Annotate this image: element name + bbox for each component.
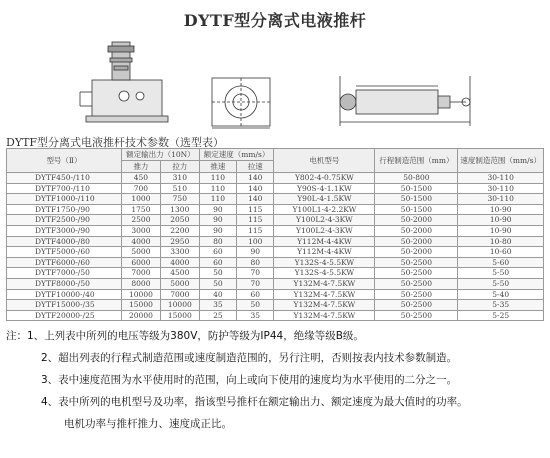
table-cell-pull: 4000 (160, 257, 199, 268)
table-cell-extend: 50 (199, 268, 236, 279)
table-cell-speed: 10-90 (458, 215, 544, 226)
table-cell-retract: 115 (237, 204, 274, 215)
table-cell-push: 3000 (122, 225, 161, 236)
table-cell-speed: 30-110 (458, 194, 544, 205)
table-cell-model: DYTF10000-/40 (7, 289, 122, 300)
table-cell-speed: 5-50 (458, 278, 544, 289)
table-cell-model: DYTF6000-/60 (7, 257, 122, 268)
table-cell-retract: 100 (237, 236, 274, 247)
table-cell-stroke: 50-2500 (375, 300, 458, 311)
table-cell-model: DYTF700-/110 (7, 183, 122, 194)
table-cell-motor: Y132S-4-5.5KW (274, 257, 375, 268)
table-cell-retract: 140 (237, 194, 274, 205)
table-cell-speed: 10-90 (458, 204, 544, 215)
table-cell-stroke: 50-800 (375, 173, 458, 184)
col-retract-speed: 拉速 (237, 161, 274, 173)
table-cell-retract: 80 (237, 257, 274, 268)
table-cell-pull: 750 (160, 194, 199, 205)
table-cell-stroke: 50-2000 (375, 215, 458, 226)
table-cell-retract: 90 (237, 247, 274, 258)
col-pull-force: 拉力 (160, 161, 199, 173)
table-cell-stroke: 50-2000 (375, 236, 458, 247)
table-cell-motor: Y100L1-4-2.2KW (274, 204, 375, 215)
table-subtitle: DYTF型分离式电液推杆技术参数（选型表） (6, 136, 225, 149)
note-4: 4、表中所列的电机型号及功率，指该型号推杆在额定输出力、额定速度为最大值时的功率。 (41, 396, 468, 408)
table-cell-stroke: 50-2500 (375, 310, 458, 321)
col-force-group: 额定输出力（10N） (122, 149, 200, 161)
table-row (7, 268, 544, 279)
table-cell-speed: 5-35 (458, 300, 544, 311)
table-cell-motor: Y90S-4-1.1KW (274, 183, 375, 194)
table-cell-speed: 5-60 (458, 257, 544, 268)
table-cell-retract: 140 (237, 173, 274, 184)
table-cell-stroke: 50-2500 (375, 257, 458, 268)
table-cell-push: 2500 (122, 215, 161, 226)
table-cell-speed: 10-80 (458, 236, 544, 247)
table-row (7, 183, 544, 194)
table-row (7, 310, 544, 321)
col-model: 型号（Ⅱ） (7, 149, 122, 173)
table-cell-push: 1000 (122, 194, 161, 205)
note-1: 注：1、上列表中所列的电压等级为380V，防护等级为IP44，绝缘等级B级。 (6, 330, 364, 342)
table-cell-retract: 50 (237, 300, 274, 311)
table-cell-model: DYTF450-/110 (7, 173, 122, 184)
col-stroke: 行程制造范围（mm） (375, 149, 458, 173)
table-row (7, 215, 544, 226)
table-cell-retract: 115 (237, 215, 274, 226)
table-cell-motor: Y100L2-4-3KW (274, 215, 375, 226)
table-cell-retract: 60 (237, 289, 274, 300)
table-cell-push: 20000 (122, 310, 161, 321)
table-cell-motor: Y132M-4-7.5KW (274, 289, 375, 300)
table-cell-retract: 115 (237, 225, 274, 236)
col-push-force: 推力 (122, 161, 161, 173)
table-cell-extend: 50 (199, 278, 236, 289)
table-cell-push: 5000 (122, 247, 161, 258)
table-cell-extend: 40 (199, 289, 236, 300)
col-speed-group: 额定速度（mm/s） (199, 149, 274, 161)
table-cell-pull: 2950 (160, 236, 199, 247)
table-row (7, 247, 544, 258)
table-cell-model: DYTF1750-/90 (7, 204, 122, 215)
table-cell-speed: 5-40 (458, 289, 544, 300)
table-cell-retract: 70 (237, 278, 274, 289)
table-cell-extend: 110 (199, 183, 236, 194)
table-row (7, 278, 544, 289)
table-cell-pull: 5000 (160, 278, 199, 289)
table-cell-pull: 10000 (160, 300, 199, 311)
table-cell-speed: 30-110 (458, 173, 544, 184)
table-cell-motor: Y132M-4-7.5KW (274, 300, 375, 311)
table-cell-stroke: 50-1500 (375, 183, 458, 194)
table-cell-motor: Y132S-4-5.5KW (274, 268, 375, 279)
table-cell-push: 1750 (122, 204, 161, 215)
table-cell-pull: 510 (160, 183, 199, 194)
table-cell-stroke: 50-2000 (375, 247, 458, 258)
table-cell-extend: 110 (199, 173, 236, 184)
table-cell-model: DYTF2500-/90 (7, 215, 122, 226)
table-cell-model: DYTF1000-/110 (7, 194, 122, 205)
table-cell-motor: Y90L-4-1.5KW (274, 194, 375, 205)
table-cell-motor: Y132M-4-7.5KW (274, 278, 375, 289)
table-cell-pull: 2200 (160, 225, 199, 236)
flange-drawing (212, 78, 270, 128)
table-cell-model: DYTF3000-/90 (7, 225, 122, 236)
page-title: DYTF型分离式电液推杆 (183, 11, 367, 30)
table-cell-extend: 90 (199, 225, 236, 236)
table-cell-extend: 60 (199, 257, 236, 268)
note-5: 电机功率与推杆推力、速度成正比。 (64, 418, 232, 430)
table-cell-pull: 15000 (160, 310, 199, 321)
table-cell-extend: 25 (199, 310, 236, 321)
table-cell-motor: Y132M-4-7.5KW (274, 310, 375, 321)
table-row (7, 173, 544, 184)
col-motor: 电机型号 (274, 149, 375, 173)
table-cell-pull: 7000 (160, 289, 199, 300)
table-cell-push: 15000 (122, 300, 161, 311)
notes (6, 325, 546, 435)
note-2: 2、超出列表的行程式制造范围或速度制造范围的，另行注明，否则按表内技术参数制造。 (41, 352, 458, 364)
spec-table (6, 148, 544, 321)
cylinder-drawing (340, 76, 470, 126)
table-cell-motor: Y802-4-0.75KW (274, 173, 375, 184)
table-cell-model: DYTF8000-/50 (7, 278, 122, 289)
table-cell-retract: 70 (237, 268, 274, 279)
table-cell-pull: 2050 (160, 215, 199, 226)
table-row (7, 257, 544, 268)
table-row (7, 236, 544, 247)
table-cell-retract: 35 (237, 310, 274, 321)
table-row (7, 194, 544, 205)
table-cell-stroke: 50-1500 (375, 194, 458, 205)
table-row (7, 204, 544, 215)
table-cell-stroke: 50-2000 (375, 225, 458, 236)
table-cell-speed: 5-25 (458, 310, 544, 321)
table-cell-extend: 90 (199, 215, 236, 226)
table-row (7, 225, 544, 236)
table-cell-motor: Y112M-4-4KW (274, 247, 375, 258)
table-cell-model: DYTF15000-/35 (7, 300, 122, 311)
table-cell-motor: Y112M-4-4KW (274, 236, 375, 247)
col-speed-range: 速度制造范围（mm/s） (458, 149, 544, 173)
table-cell-retract: 140 (237, 183, 274, 194)
table-cell-model: DYTF5000-/60 (7, 247, 122, 258)
table-cell-model: DYTF4000-/80 (7, 236, 122, 247)
col-extend-speed: 推速 (199, 161, 236, 173)
table-cell-model: DYTF7000-/50 (7, 268, 122, 279)
table-cell-speed: 10-60 (458, 247, 544, 258)
table-cell-motor: Y100L2-4-3KW (274, 225, 375, 236)
technical-drawings (0, 36, 550, 132)
pump-station-drawing (80, 42, 168, 122)
table-cell-pull: 4500 (160, 268, 199, 279)
table-cell-pull: 1300 (160, 204, 199, 215)
table-cell-stroke: 50-2500 (375, 278, 458, 289)
table-cell-extend: 110 (199, 194, 236, 205)
table-row (7, 300, 544, 311)
table-cell-extend: 80 (199, 236, 236, 247)
table-row (7, 289, 544, 300)
table-cell-stroke: 50-2500 (375, 268, 458, 279)
table-cell-extend: 90 (199, 204, 236, 215)
table-cell-pull: 310 (160, 173, 199, 184)
table-cell-push: 8000 (122, 278, 161, 289)
table-cell-push: 7000 (122, 268, 161, 279)
table-cell-push: 10000 (122, 289, 161, 300)
table-cell-stroke: 50-2500 (375, 289, 458, 300)
table-cell-speed: 10-90 (458, 225, 544, 236)
table-cell-speed: 5-50 (458, 268, 544, 279)
note-3: 3、表中速度范围为水平使用时的范围，向上或向下使用的速度均为水平使用的二分之一。 (41, 374, 458, 386)
table-cell-push: 4000 (122, 236, 161, 247)
table-cell-push: 450 (122, 173, 161, 184)
table-cell-push: 6000 (122, 257, 161, 268)
table-cell-stroke: 50-1500 (375, 204, 458, 215)
table-cell-extend: 60 (199, 247, 236, 258)
table-cell-extend: 35 (199, 300, 236, 311)
table-cell-model: DYTF20000-/25 (7, 310, 122, 321)
table-cell-pull: 3300 (160, 247, 199, 258)
table-cell-speed: 30-110 (458, 183, 544, 194)
table-cell-push: 700 (122, 183, 161, 194)
